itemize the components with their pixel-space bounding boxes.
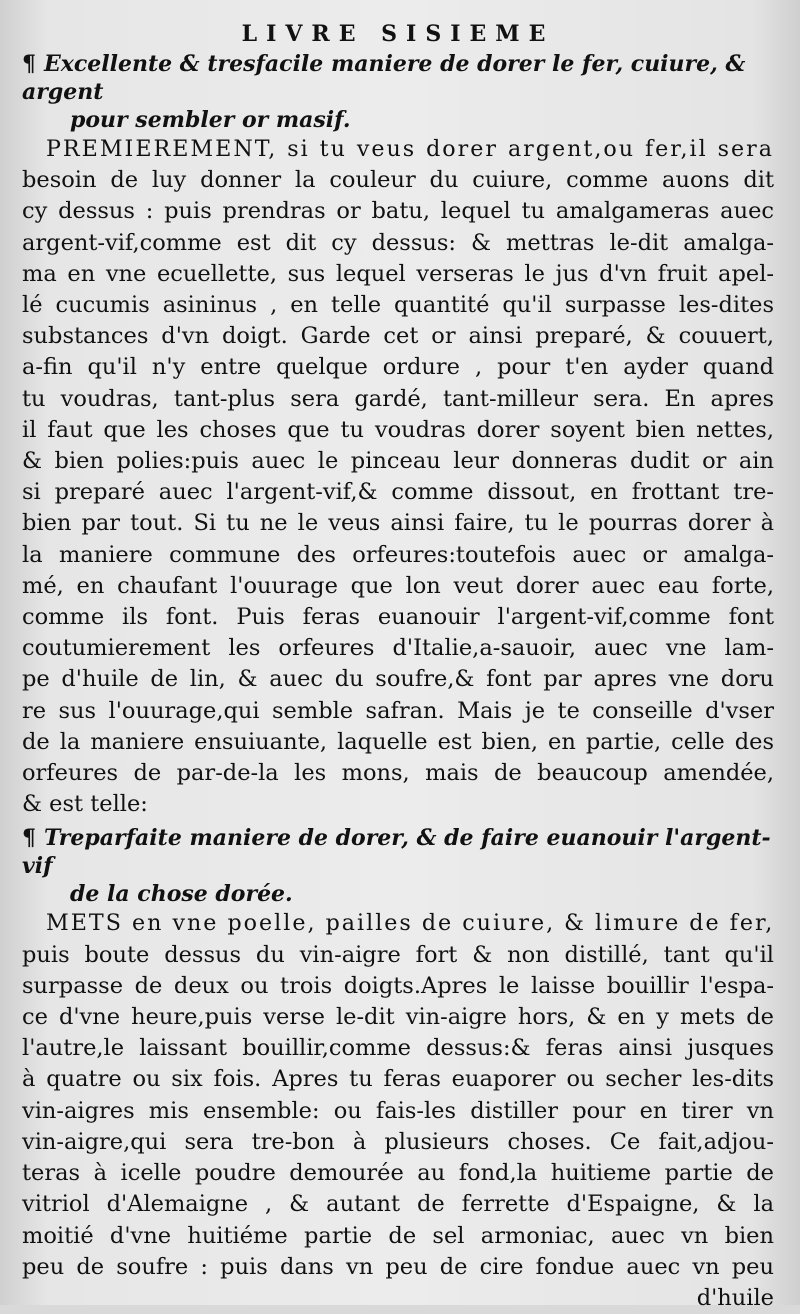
text-line: substances d'vn doigt. Garde cet or ainsi preparé, & couuert, [22, 323, 774, 350]
text-line: PREMIEREMENT, si tu veus dorer argent,ou fer,il sera [46, 136, 774, 162]
text-line: argent-vif,comme est dit cy dessus: & mettras le-dit amalga- [22, 229, 774, 256]
text-line: pe d'huile de lin, & auec du soufre,& font par apres vne doru [22, 666, 774, 693]
text-line: orfeures de par-de-la les mons, mais de beaucoup amendée, [22, 760, 774, 787]
text-line: vin-aigres mis ensemble: ou fais-les distiller pour en tirer vn [22, 1097, 774, 1124]
text-line: METS en vne poelle, pailles de cuiure, & limure de fer, [46, 910, 775, 937]
text-line: surpasse de deux ou trois doigts.Apres le laisse bouillir l'espa- [22, 972, 774, 999]
text-line: & bien polies:puis auec le pinceau leur donneras dudit or ain [22, 448, 774, 475]
section-heading-2 [22, 824, 774, 908]
text-line: vin-aigre,qui sera tre-bon à plusieurs choses. Ce fait,adjou- [22, 1128, 774, 1155]
text-line: ce d'vne heure,puis verse le-dit vin-aigre hors, & en y mets de [22, 1004, 774, 1031]
text-line: vitriol d'Alemaigne , & autant de ferrette d'Espaigne, & la [22, 1191, 774, 1218]
pilcrow-icon: ¶ [22, 51, 36, 77]
text-line: bien par tout. Si tu ne le veus ainsi faire, tu le pourras dorer à [22, 510, 774, 537]
text-line: re sus l'ouurage,qui semble safran. Mais je te conseille d'vser [22, 697, 774, 724]
text-line: cy dessus : puis prendras or batu, lequel tu amalgameras auec [22, 198, 774, 225]
running-head: LIVRE SISIEME [241, 21, 555, 47]
text-line: comme ils font. Puis feras euanouir l'argent-vif,comme font [22, 604, 774, 631]
text-line: tu voudras, tant-plus sera gardé, tant-milleur sera. En apres [22, 385, 774, 412]
text-line: besoin de luy donner la couleur du cuiure, comme auons dit [22, 167, 774, 194]
text-line: moitié d'vne huitiéme partie de sel armoniac, auec vn bien [22, 1222, 774, 1249]
text-line: mé, en chaufant l'ouurage que lon veut dorer auec eau forte, [22, 572, 774, 599]
catchword: d'huile [696, 1284, 774, 1311]
text-line: a-fin qu'il n'y entre quelque ordure , pour t'en ayder quand [22, 354, 774, 381]
section-1-body [22, 134, 774, 820]
text-line: la maniere commune des orfeures:toutefois auec or amalga- [22, 541, 774, 568]
section-2-body [22, 908, 774, 1314]
text-line: si preparé auec l'argent-vif,& comme dissout, en frottant tre- [22, 479, 774, 506]
text-line: coutumierement les orfeures d'Italie,a-sauoir, auec vne lam- [22, 635, 774, 662]
text-line: ma en vne ecuellette, sus lequel verseras le jus d'vn fruit apel- [22, 260, 774, 287]
text-line: à quatre ou six fois. Apres tu feras euaporer ou secher les-dits [22, 1066, 774, 1093]
heading-2-line-2: de la chose dorée. [70, 881, 293, 908]
section-heading-1 [22, 50, 774, 134]
pilcrow-icon: ¶ [22, 825, 36, 852]
text-line: il faut que les choses que tu voudras dorer soyent bien nettes, [22, 416, 774, 443]
text-line: & est telle: [22, 791, 148, 818]
text-line: teras à icelle poudre demourée au fond,la huitieme partie de [22, 1160, 774, 1187]
text-line: l'autre,le laissant bouillir,comme dessus:& feras ainsi jusques [22, 1035, 774, 1062]
text-line: lé cucumis asininus , en telle quantité qu'il surpasse les-dites [22, 292, 774, 319]
text-line: peu de soufre : puis dans vn peu de cire fondue auec vn peu [22, 1253, 774, 1280]
text-line: puis boute dessus du vin-aigre fort & non distillé, tant qu'il [22, 941, 774, 968]
text-line: de la maniere ensuiuante, laquelle est bien, en partie, celle des [22, 728, 774, 755]
heading-1-line-1: Excellente & tresfacile maniere de dorer le fer, cuiure, & argent [22, 51, 746, 105]
heading-2-line-1: Treparfaite maniere de dorer, & de faire euanouir l'argent-vif [22, 825, 771, 880]
heading-1-line-2: pour sembler or masif. [70, 107, 351, 133]
